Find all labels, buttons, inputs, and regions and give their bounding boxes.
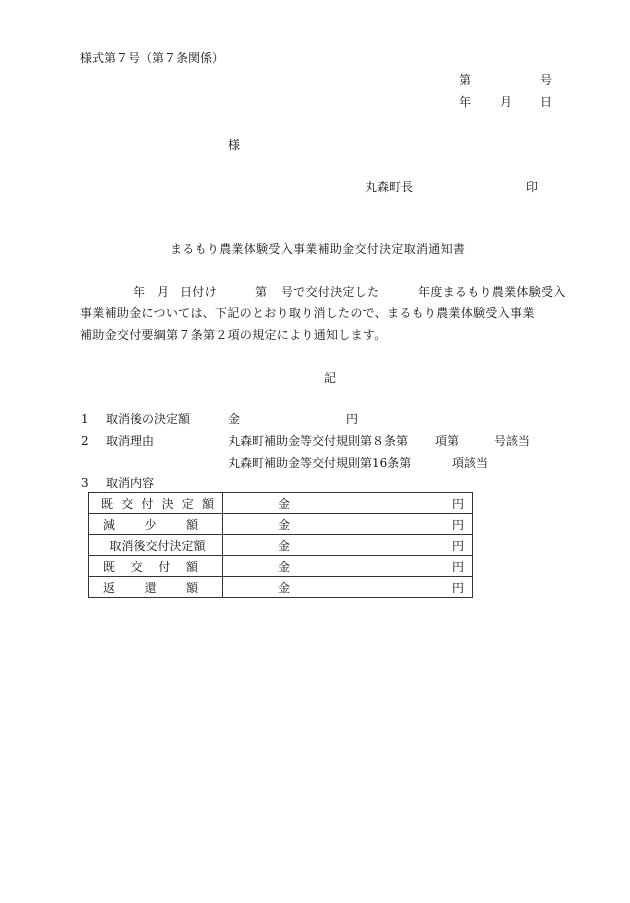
body-line1-rest: 年度まるもり農業体験受入	[418, 285, 566, 299]
document-number-prefix: 第	[459, 73, 472, 87]
table-row	[89, 556, 473, 577]
label-char: 還	[144, 580, 157, 595]
row-value-cell	[223, 577, 473, 598]
item3-label: 取消内容	[106, 476, 155, 490]
item1-unit: 円	[346, 412, 359, 426]
label-char: 付	[141, 496, 154, 511]
row-value-cell	[223, 514, 473, 535]
row-label-cell	[89, 493, 223, 514]
document-title: まるもり農業体験受入事業補助金交付決定取消通知書	[170, 242, 466, 256]
item2-reason1-b: 項第	[435, 434, 460, 448]
label-char: 額	[185, 580, 198, 595]
date-month: 月	[500, 95, 513, 109]
table-row	[89, 514, 473, 535]
unit-label: 円	[451, 580, 464, 595]
body-line2: 事業補助金については、下記のとおり取り消したので、まるもり農業体験受入事業	[80, 306, 535, 320]
issuer-name: 丸森町長	[365, 180, 414, 194]
currency-label: 金	[278, 538, 291, 553]
label-char: 額	[185, 559, 198, 574]
row-label-cell	[89, 556, 223, 577]
body-number-prefix: 第	[255, 285, 268, 299]
currency-label: 金	[278, 580, 291, 595]
row-value-cell	[223, 535, 473, 556]
row-value-cell	[223, 556, 473, 577]
label-char: 額	[185, 517, 198, 532]
row-label-cell	[89, 577, 223, 598]
table-row	[89, 493, 473, 514]
body-month: 月	[157, 285, 170, 299]
currency-label: 金	[278, 517, 291, 532]
label-char: 少	[144, 517, 157, 532]
table-row	[89, 535, 473, 556]
form-number: 様式第７号（第７条関係）	[80, 51, 225, 65]
item2-reason1-a: 丸森町補助金等交付規則第８条第	[228, 434, 409, 448]
label-char: 決	[161, 496, 174, 511]
issuer-seal: 印	[526, 180, 539, 194]
label-char: 取消後交付決定額	[109, 538, 206, 553]
unit-label: 円	[451, 559, 464, 574]
table-row	[89, 577, 473, 598]
label-char: 既	[101, 496, 114, 511]
label-char: 交	[130, 559, 143, 574]
label-char: 額	[201, 496, 214, 511]
addressee-honorific: 様	[228, 138, 241, 152]
item2-label: 取消理由	[106, 434, 155, 448]
currency-label: 金	[278, 559, 291, 574]
item1-number: 1	[81, 412, 89, 426]
label-char: 返	[103, 580, 116, 595]
body-day: 日付け	[180, 285, 217, 299]
date-year: 年	[459, 95, 472, 109]
unit-label: 円	[451, 496, 464, 511]
item2-number: 2	[81, 434, 89, 448]
label-char: 既	[103, 559, 116, 574]
row-label-cell	[89, 514, 223, 535]
row-value-cell	[223, 493, 473, 514]
item1-label: 取消後の決定額	[106, 412, 191, 426]
body-year: 年	[133, 285, 146, 299]
body-number-mid: 号で交付決定した	[281, 285, 380, 299]
item2-reason2-a: 丸森町補助金等交付規則第16条第	[228, 456, 412, 470]
item3-number: 3	[81, 476, 89, 490]
item1-currency: 金	[228, 412, 241, 426]
row-label-cell	[89, 535, 223, 556]
currency-label: 金	[278, 496, 291, 511]
label-char: 交	[121, 496, 134, 511]
unit-label: 円	[451, 538, 464, 553]
unit-label: 円	[451, 517, 464, 532]
date-day: 日	[540, 95, 553, 109]
item2-reason2-b: 項該当	[452, 456, 489, 470]
label-char: 定	[181, 496, 194, 511]
label-char: 付	[158, 559, 171, 574]
body-line3: 補助金交付要綱第７条第２項の規定により通知します。	[80, 328, 387, 342]
cancellation-detail-table	[88, 492, 473, 598]
document-number-suffix: 号	[540, 73, 553, 87]
label-char: 減	[103, 517, 116, 532]
item2-reason1-c: 号該当	[494, 434, 531, 448]
note-heading: 記	[324, 371, 337, 385]
